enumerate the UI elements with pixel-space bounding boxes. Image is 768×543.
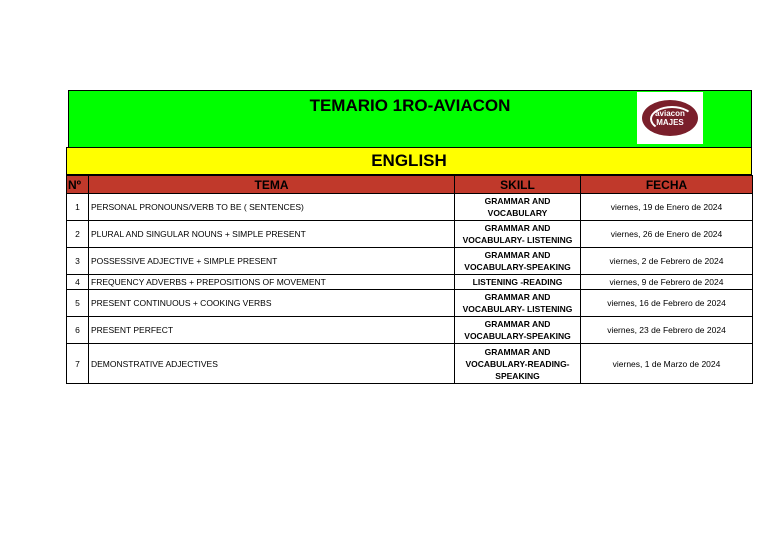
table-row: [67, 275, 753, 290]
table-row: [67, 317, 753, 344]
row-fecha: viernes, 19 de Enero de 2024: [581, 194, 753, 221]
table-row: [67, 194, 753, 221]
row-tema: PLURAL AND SINGULAR NOUNS + SIMPLE PRESENT: [89, 221, 455, 248]
row-fecha: viernes, 16 de Febrero de 2024: [581, 290, 753, 317]
table-row: [67, 290, 753, 317]
col-header-skill: SKILL: [455, 176, 581, 194]
row-skill: GRAMMAR AND VOCABULARY- LISTENING: [455, 221, 581, 248]
row-number: 7: [67, 344, 89, 384]
row-skill: LISTENING -READING: [455, 275, 581, 290]
table-row: [67, 248, 753, 275]
row-tema: PRESENT CONTINUOUS + COOKING VERBS: [89, 290, 455, 317]
topics-table: [66, 175, 753, 384]
row-skill: GRAMMAR AND VOCABULARY: [455, 194, 581, 221]
row-number: 2: [67, 221, 89, 248]
table-row: [67, 344, 753, 384]
col-header-tema: TEMA: [89, 176, 455, 194]
row-skill: GRAMMAR AND VOCABULARY-SPEAKING: [455, 248, 581, 275]
row-fecha: viernes, 23 de Febrero de 2024: [581, 317, 753, 344]
title-band: [68, 90, 752, 147]
row-skill: GRAMMAR AND VOCABULARY-READING-SPEAKING: [455, 344, 581, 384]
row-number: 1: [67, 194, 89, 221]
school-logo: [637, 92, 703, 144]
syllabus-sheet: [66, 90, 752, 384]
col-header-fecha: FECHA: [581, 176, 753, 194]
row-tema: FREQUENCY ADVERBS + PREPOSITIONS OF MOVEMENT: [89, 275, 455, 290]
row-number: 3: [67, 248, 89, 275]
logo-wordmark: aviacon MAJES: [655, 108, 685, 127]
col-header-number: Nº: [67, 176, 89, 194]
row-number: 4: [67, 275, 89, 290]
row-fecha: viernes, 26 de Enero de 2024: [581, 221, 753, 248]
row-fecha: viernes, 9 de Febrero de 2024: [581, 275, 753, 290]
row-tema: POSSESSIVE ADJECTIVE + SIMPLE PRESENT: [89, 248, 455, 275]
row-number: 5: [67, 290, 89, 317]
row-tema: PRESENT PERFECT: [89, 317, 455, 344]
row-tema: DEMONSTRATIVE ADJECTIVES: [89, 344, 455, 384]
row-skill: GRAMMAR AND VOCABULARY-SPEAKING: [455, 317, 581, 344]
table-header-row: [67, 176, 753, 194]
subject-heading: ENGLISH: [66, 147, 752, 175]
table-row: [67, 221, 753, 248]
row-fecha: viernes, 1 de Marzo de 2024: [581, 344, 753, 384]
row-tema: PERSONAL PRONOUNS/VERB TO BE ( SENTENCES): [89, 194, 455, 221]
logo-emblem-icon: [642, 100, 698, 136]
document-title: TEMARIO 1RO-AVIACON: [309, 96, 511, 115]
row-fecha: viernes, 2 de Febrero de 2024: [581, 248, 753, 275]
row-number: 6: [67, 317, 89, 344]
row-skill: GRAMMAR AND VOCABULARY- LISTENING: [455, 290, 581, 317]
